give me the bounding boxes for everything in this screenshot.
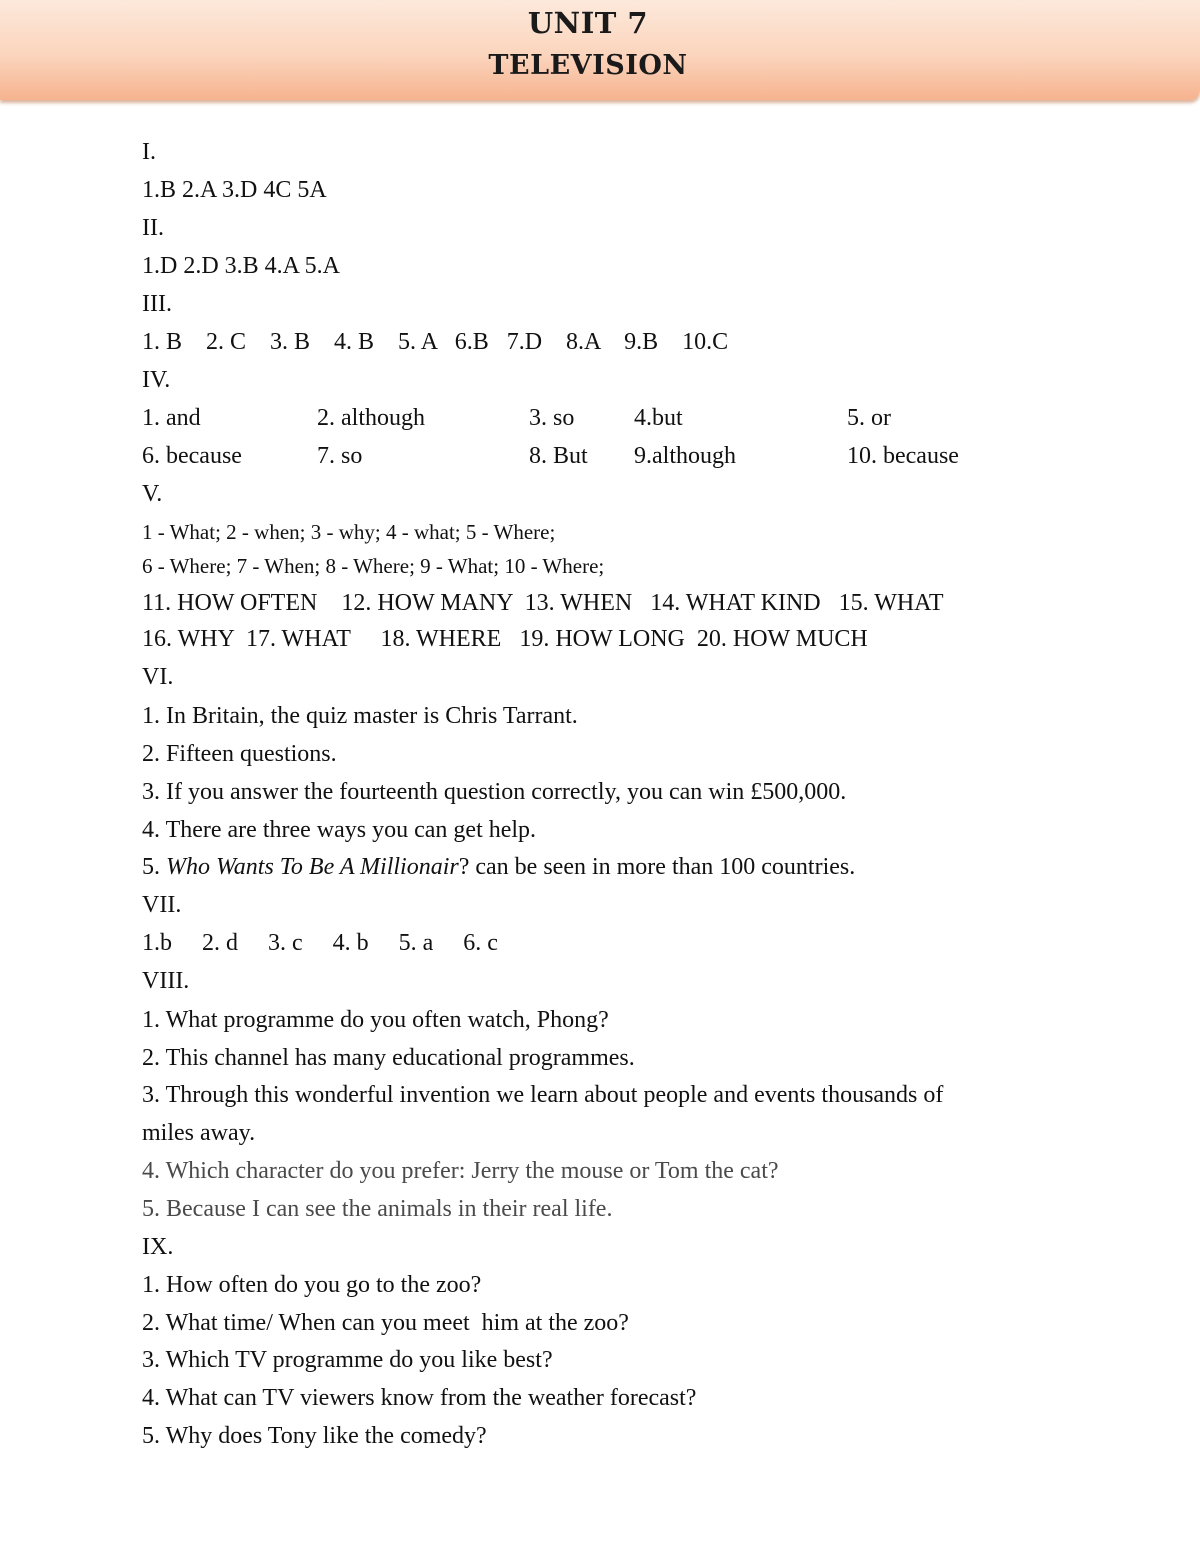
section-9-answer: 5. Why does Tony like the comedy? [142, 1423, 487, 1449]
answer-suffix: ? can be seen in more than 100 countries. [458, 854, 856, 880]
header-banner [0, 0, 1200, 100]
section-heading-1: I. [142, 139, 156, 165]
section-5-line-2: 6 - Where; 7 - When; 8 - Where; 9 - What; 10 - Where; [142, 554, 605, 578]
section-4-cell: 3. so [529, 405, 575, 431]
section-9-answer: 4. What can TV viewers know from the weather forecast? [142, 1385, 697, 1411]
section-8-answer: 4. Which character do you prefer: Jerry the mouse or Tom the cat? [142, 1158, 779, 1184]
section-4-cell: 4.but [634, 405, 683, 431]
show-title: Who Wants To Be A Millionair [166, 854, 459, 880]
section-heading-3: III. [142, 291, 172, 317]
section-6-answer: 2. Fifteen questions. [142, 741, 337, 767]
section-2-answers: 1.D 2.D 3.B 4.A 5.A [142, 253, 341, 279]
section-8-answer: 1. What programme do you often watch, Phong? [142, 1007, 609, 1033]
section-heading-5: V. [142, 481, 163, 507]
section-8-answer-continued: miles away. [142, 1120, 256, 1146]
section-6-answer: 1. In Britain, the quiz master is Chris Tarrant. [142, 703, 578, 729]
section-6-answer-5 [142, 853, 855, 881]
section-4-cell: 9.although [634, 443, 736, 469]
section-heading-8: VIII. [142, 968, 190, 994]
section-1-answers: 1.B 2.A 3.D 4C 5A [142, 177, 327, 203]
unit-label: UNIT 7 [527, 6, 649, 40]
section-heading-2: II. [142, 215, 164, 241]
section-4-cell: 8. But [529, 443, 588, 469]
section-9-answer: 2. What time/ When can you meet him at the zoo? [142, 1310, 629, 1336]
section-4-cell: 7. so [317, 443, 363, 469]
section-6-answer: 4. There are three ways you can get help. [142, 817, 537, 843]
section-heading-7: VII. [142, 892, 182, 918]
section-4-cell: 6. because [142, 443, 242, 469]
section-heading-6: VI. [142, 664, 174, 690]
section-4-cell: 2. although [317, 405, 425, 431]
section-7-answers: 1.b 2. d 3. c 4. b 5. a 6. c [142, 930, 498, 956]
section-3-answers: 1. B 2. C 3. B 4. B 5. A 6.B 7.D 8.A 9.B 10.C [142, 329, 729, 355]
section-8-answer: 5. Because I can see the animals in their real life. [142, 1196, 613, 1222]
section-5-line-1: 1 - What; 2 - when; 3 - why; 4 - what; 5 - Where; [142, 520, 556, 544]
section-5-line-4: 16. WHY 17. WHAT 18. WHERE 19. HOW LONG 20. HOW MUCH [142, 626, 868, 652]
section-4-cell: 1. and [142, 405, 201, 431]
section-8-answer: 3. Through this wonderful invention we learn about people and events thousands of [142, 1082, 944, 1108]
section-4-cell: 10. because [847, 443, 959, 469]
section-5-line-3: 11. HOW OFTEN 12. HOW MANY 13. WHEN 14. WHAT KIND 15. WHAT [142, 590, 944, 616]
section-9-answer: 1. How often do you go to the zoo? [142, 1272, 482, 1298]
answer-prefix: 5. [142, 854, 166, 880]
section-9-answer: 3. Which TV programme do you like best? [142, 1347, 553, 1373]
section-8-answer: 2. This channel has many educational programmes. [142, 1045, 635, 1071]
section-4-cell: 5. or [847, 405, 891, 431]
section-heading-9: IX. [142, 1234, 174, 1260]
unit-title: TELEVISION [488, 50, 688, 81]
section-6-answer: 3. If you answer the fourteenth question correctly, you can win £500,000. [142, 779, 847, 805]
section-heading-4: IV. [142, 367, 171, 393]
